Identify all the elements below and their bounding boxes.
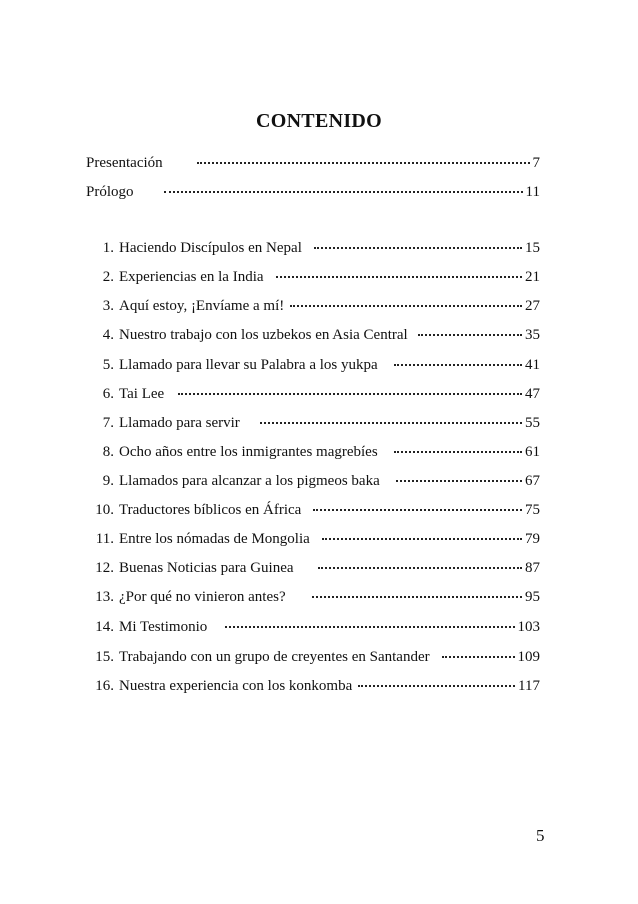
- toc-entry-presentacion: [86, 150, 540, 172]
- toc-entry-number: 3.: [102, 298, 114, 314]
- toc-entry-page: 55: [525, 415, 540, 431]
- toc-entry-page: 109: [517, 649, 540, 665]
- toc-entry-number: 12.: [95, 560, 114, 576]
- dot-leader: [396, 465, 522, 482]
- toc-entry-chapter-8: [86, 439, 540, 461]
- toc-entry-page: 27: [525, 298, 540, 314]
- toc-entry-page: 41: [525, 357, 540, 373]
- toc-entry-number: 16.: [95, 678, 114, 694]
- toc-entry-page: 103: [517, 619, 540, 635]
- toc-entry-label: ¿Por qué no vinieron antes?: [119, 589, 286, 605]
- dot-leader: [276, 261, 522, 278]
- toc-entry-number: 10.: [95, 502, 114, 518]
- toc-entry-number: 8.: [102, 444, 114, 460]
- toc-entry-page: 21: [525, 269, 540, 285]
- toc-entry-chapter-9: [86, 468, 540, 490]
- toc-entry-number: 5.: [102, 357, 114, 373]
- toc-entry-label: Buenas Noticias para Guinea: [119, 560, 294, 576]
- dot-leader: [197, 147, 530, 164]
- toc-entry-page: 11: [525, 184, 540, 200]
- toc-entry-chapter-13: [86, 584, 540, 606]
- toc-entry-chapter-7: [86, 410, 540, 432]
- toc-entry-label: Llamado para llevar su Palabra a los yukpa: [119, 357, 378, 373]
- toc-entry-chapter-16: [86, 673, 540, 695]
- toc-entry-page: 87: [525, 560, 540, 576]
- toc-entry-number: 14.: [95, 619, 114, 635]
- toc-entry-number: 1.: [102, 240, 114, 256]
- toc-entry-page: 15: [525, 240, 540, 256]
- toc-entry-chapter-10: [86, 497, 540, 519]
- toc-entry-page: 79: [525, 531, 540, 547]
- toc-entry-page: 35: [525, 327, 540, 343]
- toc-entry-chapter-4: [86, 322, 540, 344]
- toc-entry-chapter-5: [86, 352, 540, 374]
- toc-entry-number: 6.: [102, 386, 114, 402]
- toc-entry-chapter-11: [86, 526, 540, 548]
- dot-leader: [313, 494, 522, 511]
- dot-leader: [290, 290, 522, 307]
- dot-leader: [394, 349, 522, 366]
- toc-entry-label: Llamados para alcanzar a los pigmeos baka: [119, 473, 380, 489]
- dot-leader: [225, 611, 514, 628]
- toc-entry-page: 61: [525, 444, 540, 460]
- dot-leader: [318, 552, 522, 569]
- toc-entry-number: 7.: [102, 415, 114, 431]
- dot-leader: [418, 319, 522, 336]
- toc-entry-number: 4.: [102, 327, 114, 343]
- dot-leader: [314, 232, 522, 249]
- toc-entry-label: Nuestra experiencia con los konkomba: [119, 678, 353, 694]
- toc-entry-number: 15.: [95, 649, 114, 665]
- toc-entry-chapter-2: [86, 264, 540, 286]
- toc-entry-number: 2.: [102, 269, 114, 285]
- toc-entry-page: 47: [525, 386, 540, 402]
- dot-leader: [312, 581, 522, 598]
- toc-entry-label: Mi Testimonio: [119, 619, 208, 635]
- toc-entry-chapter-1: [86, 235, 540, 257]
- page-title: CONTENIDO: [255, 110, 383, 132]
- toc-entry-label: Presentación: [86, 155, 163, 171]
- toc-entry-label: Aquí estoy, ¡Envíame a mí!: [119, 298, 285, 314]
- dot-leader: [178, 378, 522, 395]
- toc-entry-label: Llamado para servir: [119, 415, 240, 431]
- dot-leader: [358, 670, 515, 687]
- toc-entry-page: 7: [532, 155, 540, 171]
- toc-entry-label: Haciendo Discípulos en Nepal: [119, 240, 302, 256]
- dot-leader: [164, 176, 523, 193]
- toc-entry-number: 13.: [95, 589, 114, 605]
- toc-entry-number: 9.: [102, 473, 114, 489]
- toc-entry-label: Traductores bíblicos en África: [119, 502, 302, 518]
- toc-entry-label: Trabajando con un grupo de creyentes en Santander: [119, 649, 430, 665]
- toc-entry-chapter-6: [86, 381, 540, 403]
- toc-entry-chapter-15: [86, 644, 540, 666]
- page-number: 5: [536, 826, 545, 845]
- dot-leader: [394, 436, 522, 453]
- toc-entry-label: Ocho años entre los inmigrantes magrebíes: [119, 444, 378, 460]
- toc-entry-page: 117: [518, 678, 540, 694]
- toc-entry-label: Nuestro trabajo con los uzbekos en Asia Central: [119, 327, 408, 343]
- toc-entry-label: Experiencias en la India: [119, 269, 264, 285]
- toc-entry-page: 75: [525, 502, 540, 518]
- toc-entry-page: 67: [525, 473, 540, 489]
- dot-leader: [442, 641, 515, 658]
- toc-entry-label: Tai Lee: [119, 386, 165, 402]
- toc-entry-chapter-14: [86, 614, 540, 636]
- toc-entry-chapter-12: [86, 555, 540, 577]
- toc-entry-label: Prólogo: [86, 184, 134, 200]
- toc-entry-number: 11.: [95, 531, 114, 547]
- dot-leader: [322, 523, 522, 540]
- toc-entry-chapter-3: [86, 293, 540, 315]
- dot-leader: [260, 407, 522, 424]
- toc-entry-page: 95: [525, 589, 540, 605]
- toc-entry-prologo: [86, 179, 540, 201]
- toc-entry-label: Entre los nómadas de Mongolia: [119, 531, 310, 547]
